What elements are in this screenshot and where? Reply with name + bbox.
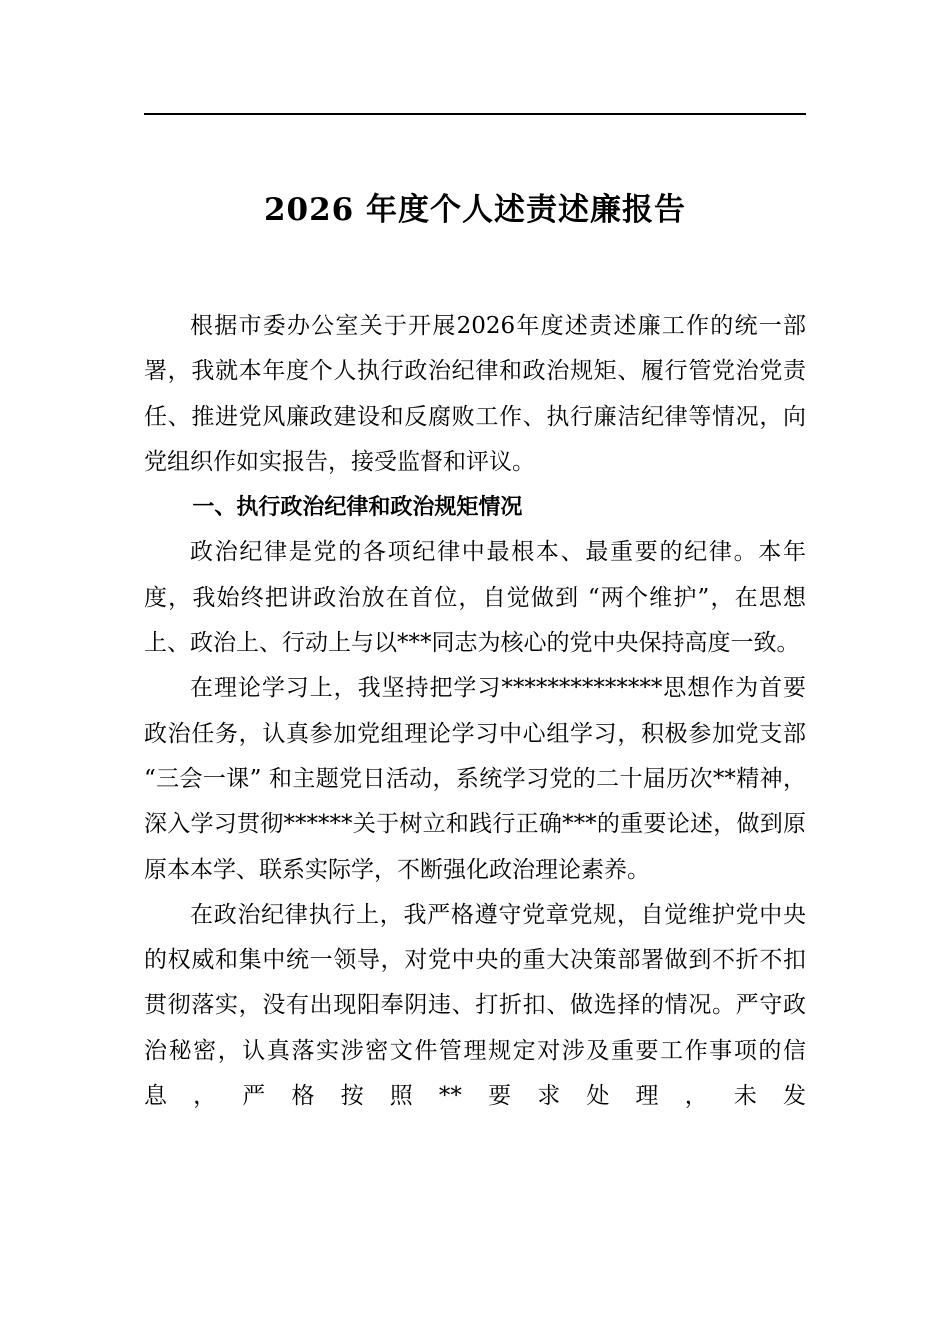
paragraph-theory-study: 在理论学习上，我坚持把学习**************思想作为首要政治任务，认真参加党组理论学习中心组学习，积极参加党支部 “三会一课” 和主题党日活动，系统学习党的二十届历次**精神，深入学习贯彻******关于树立和践行正确***的重要论述，做到原原本本学、联系实际学，不断强化政治理论素养。 [144, 675, 806, 883]
paragraph-political-discipline: 政治纪律是党的各项纪律中最根本、最重要的纪律。本年度，我始终把讲政治放在首位，自觉做到 “两个维护”，在思想上、政治上、行动上与以***同志为核心的党中央保持高度一致。 [144, 539, 806, 657]
section-heading-1: 一、执行政治纪律和政治规矩情况 [192, 495, 523, 521]
paragraph-intro: 根据市委办公室关于开展2026年度述责述廉工作的统一部署，我就本年度个人执行政治纪律和政治规矩、履行管党治党责任、推进党风廉政建设和反腐败工作、执行廉洁纪律等情况，向党组织作如实报告，接受监督和评议。 [144, 313, 806, 475]
document-title: 2026 年度个人述责述廉报告 [263, 192, 687, 228]
header-rule [144, 113, 806, 115]
paragraph-discipline-execution: 在政治纪律执行上，我严格遵守党章党规，自觉维护党中央的权威和集中统一领导，对党中央的重大决策部署做到不折不扣贯彻落实，没有出现阳奉阴违、打折扣、做选择的情况。严守政治秘密，认真落实涉密文件管理规定对涉及重要工作事项的信息，严格按照**要求处理，未发 [144, 901, 806, 1110]
document-body [144, 304, 806, 1119]
